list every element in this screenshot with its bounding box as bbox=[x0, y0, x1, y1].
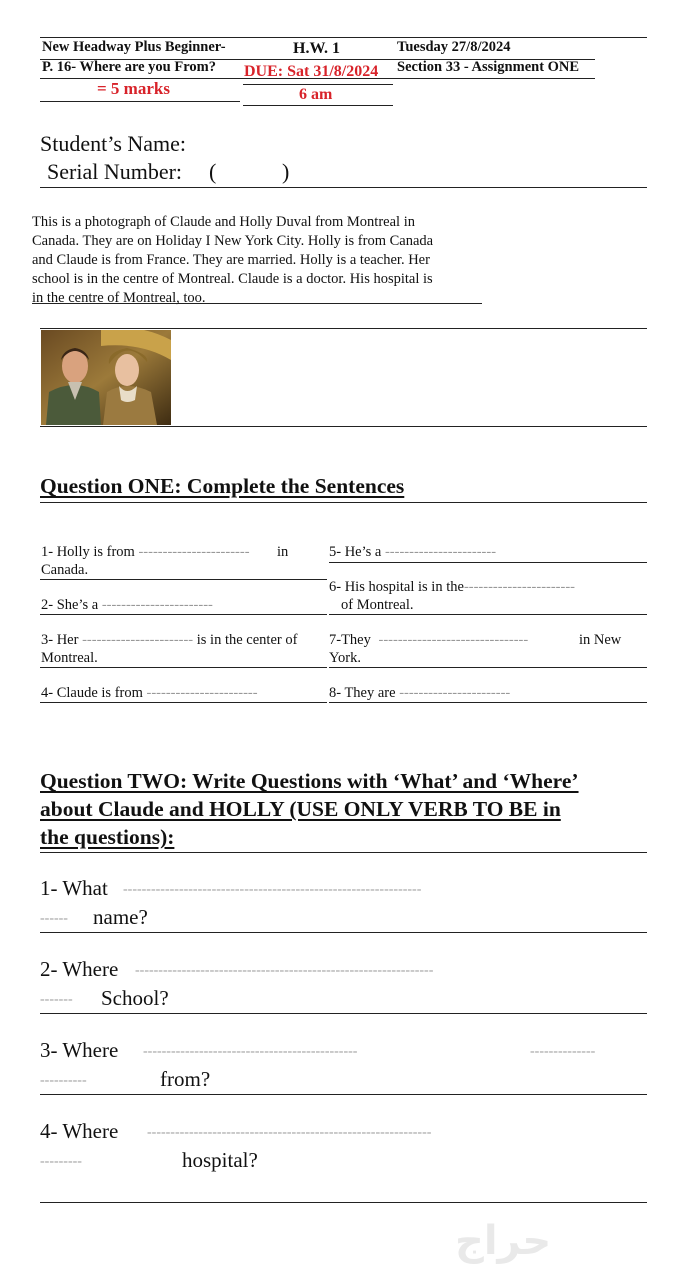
page-topic: P. 16- Where are you From? bbox=[42, 59, 216, 75]
q1-sentence-7: 7-They ------------------------------- bbox=[329, 632, 529, 648]
watermark-logo: حراج bbox=[455, 1218, 552, 1264]
q1-sentence-1-end: in bbox=[277, 544, 289, 560]
q2-item-3-dashes-b: -------------- bbox=[530, 1044, 596, 1059]
q2-item-1-start: 1- What bbox=[40, 876, 108, 900]
homework-number: H.W. 1 bbox=[293, 40, 340, 57]
question-one-title: Question ONE: Complete the Sentences bbox=[40, 474, 405, 498]
q1-sentence-7-cont: York. bbox=[329, 650, 361, 666]
photo-couple-icon bbox=[41, 330, 171, 425]
q1-sentence-8: 8- They are ----------------------- bbox=[329, 685, 511, 701]
book-title: New Headway Plus Beginner- bbox=[42, 39, 226, 55]
q1-sentence-5: 5- He’s a ----------------------- bbox=[329, 544, 497, 560]
due-time: 6 am bbox=[299, 86, 333, 103]
reading-passage bbox=[32, 213, 482, 308]
q2-item-1-end: name? bbox=[93, 905, 148, 929]
q2-item-2-dashes-2: ------- bbox=[40, 992, 73, 1007]
q1-sentence-1: 1- Holly is from ----------------------- bbox=[41, 544, 250, 560]
question-two-title: Question TWO: Write Questions with ‘What’ and ‘Where’ about Claude and HOLLY (USE ONLY VERB TO BE in the questions): bbox=[40, 769, 579, 849]
q2-item-1-dashes-2: ------ bbox=[40, 911, 68, 926]
passage-line: in the centre of Montreal, too. bbox=[32, 290, 206, 306]
serial-open-paren: ( bbox=[209, 159, 217, 184]
q2-item-3-end: from? bbox=[160, 1067, 211, 1091]
marks-label: = 5 marks bbox=[97, 79, 170, 98]
passage-line: and Claude is from France. They are married. Holly is a teacher. Her bbox=[32, 252, 430, 268]
q2-item-4-start: 4- Where bbox=[40, 1119, 119, 1143]
q2-item-4-end: hospital? bbox=[182, 1148, 258, 1172]
q2-item-3-start: 3- Where bbox=[40, 1038, 119, 1062]
q2-item-1-dashes: ---------------------------------------------------------------- bbox=[123, 882, 422, 897]
section-label: Section 33 - Assignment ONE bbox=[397, 59, 580, 75]
passage-line: This is a photograph of Claude and Holly Duval from Montreal in bbox=[32, 214, 415, 230]
q1-sentence-3-cont: Montreal. bbox=[41, 650, 98, 666]
passage-line: Canada. They are on Holiday I New York City. Holly is from Canada bbox=[32, 233, 434, 249]
q2-item-4-dashes-2: --------- bbox=[40, 1154, 82, 1169]
q2-item-2-dashes: ---------------------------------------------------------------- bbox=[135, 963, 434, 978]
q1-sentence-1-cont: Canada. bbox=[41, 562, 89, 578]
due-date: DUE: Sat 31/8/2024 bbox=[244, 63, 379, 80]
q2-item-4-dashes: ------------------------------------------------------------- bbox=[147, 1125, 432, 1140]
serial-close-paren: ) bbox=[282, 159, 290, 184]
q2-item-3-dashes-2: ---------- bbox=[40, 1073, 87, 1088]
q2-item-2-end: School? bbox=[101, 986, 169, 1010]
q2-item-3-dashes: ---------------------------------------------- bbox=[143, 1044, 358, 1059]
q1-sentence-7-end: in New bbox=[579, 632, 622, 648]
q1-sentence-6: 6- His hospital is in the----------------------- bbox=[329, 579, 575, 595]
q1-sentence-3: 3- Her ----------------------- is in the center of bbox=[41, 632, 298, 648]
q1-sentence-4: 4- Claude is from ----------------------- bbox=[41, 685, 258, 701]
passage-line: school is in the centre of Montreal. Claude is a doctor. His hospital is bbox=[32, 271, 433, 287]
student-name-label: Student’s Name: bbox=[40, 131, 187, 156]
assignment-date: Tuesday 27/8/2024 bbox=[397, 39, 511, 55]
serial-number-label: Serial Number: bbox=[47, 159, 183, 184]
q2-item-2-start: 2- Where bbox=[40, 957, 119, 981]
q1-sentence-6-cont: of Montreal. bbox=[341, 597, 414, 613]
q1-sentence-2: 2- She’s a ----------------------- bbox=[41, 597, 213, 613]
